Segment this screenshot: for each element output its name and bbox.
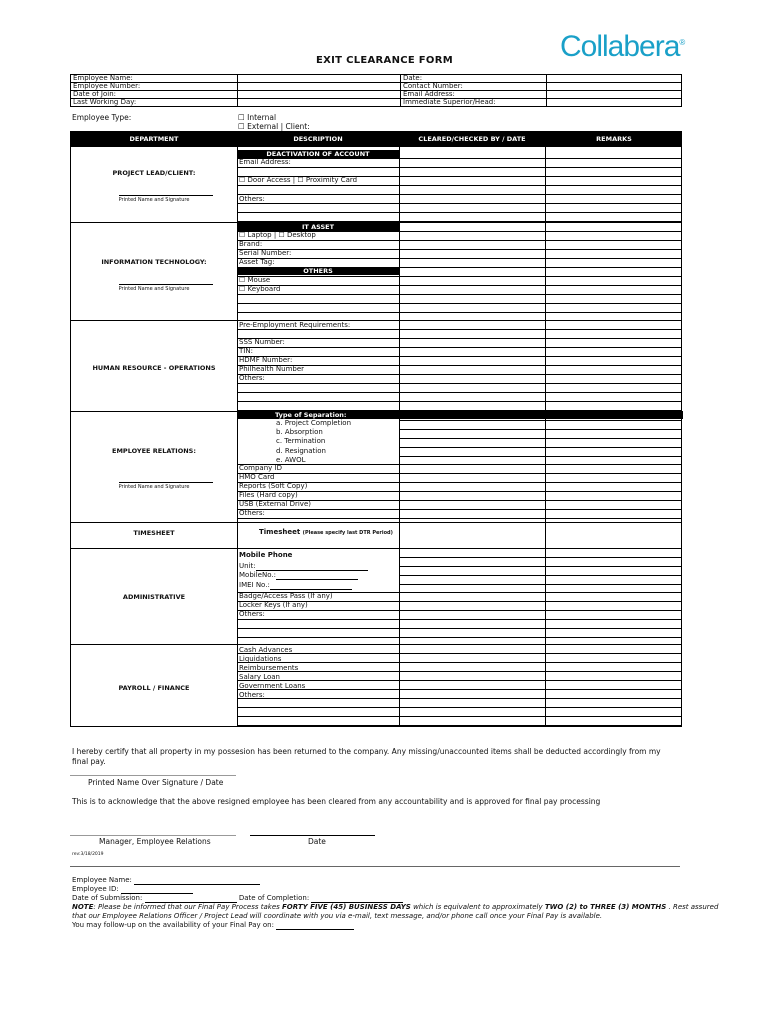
header-cleared: CLEARED/CHECKED BY / DATE [418,135,526,143]
desc-mobileno: MobileNo.: [239,571,358,580]
header-description: DESCRIPTION [293,135,343,143]
row-line [237,167,681,168]
table-header [71,132,681,147]
separation-bar: Type of Separation: [237,411,683,419]
desc-hmo: HMO Card [239,473,275,481]
desc-reimbursements: Reimbursements [239,664,299,672]
section-divider [71,644,681,645]
desc-usb: USB (External Drive) [239,500,311,508]
row-line [237,662,681,663]
row-line [237,203,681,204]
info-label: Employee Name: [71,75,238,83]
row-line [399,575,681,576]
row-line [237,249,681,250]
row-line [237,509,681,510]
row-line [237,698,681,699]
info-label: Last Working Day: [71,99,238,107]
desc-company-id: Company ID [239,464,282,472]
footer-divider [70,866,680,867]
info-label: Date of Join: [71,91,238,99]
info-value[interactable] [238,83,401,91]
info-value[interactable] [238,91,401,99]
others-bar: OTHERS [237,267,399,275]
checkbox-icon[interactable]: ☐ [239,176,246,184]
dept-administrative: ADMINISTRATIVE [122,593,186,601]
dept-it: INFORMATION TECHNOLOGY: [101,258,207,266]
checkbox-icon[interactable]: ☐ [238,113,245,122]
row-line [237,221,681,222]
row-line [237,610,681,611]
employee-info-table [70,74,682,107]
desc-asset-tag: Asset Tag: [239,258,275,266]
header-department: DEPARTMENT [129,135,179,143]
ack-text: This is to acknowledge that the above resigned employee has been cleared from any accountability and is approved for final pay processing [72,797,601,806]
followup-field[interactable] [276,929,354,930]
revision-label: rev:3/18/2019 [72,852,104,857]
signature-label: Printed Name and Signature [118,286,190,292]
info-value[interactable] [547,83,682,91]
row-line [237,725,681,726]
row-line [237,491,681,492]
row-line [237,383,681,384]
footer-section: Employee Name: Employee ID: Date of Submission: Date of Completion: NOTE: Please be informed that our Final Pay Process takes FORTY FIVE (45) BUSINESS DAYS which is equivalent to approximately TWO (2) to THREE (3) MONTHS . Rest assured that our Employee Relations Officer / Project Lead will coordinate with you via e-mail, text message, and/or phone call once your Final Pay is available. You may follow-up on the availability of your Final Pay on: [72,876,719,929]
desc-philhealth: Philhealth Number [239,365,305,373]
employee-type-options: ☐ Internal ☐ External | Client: [238,113,310,131]
row-line [237,240,681,241]
row-line [237,276,681,277]
form-title: EXIT CLEARANCE FORM [316,55,453,66]
desc-locker: Locker Keys (If any) [239,601,308,609]
clearance-table [70,131,682,727]
desc-door: ☐ Door Access | ☐ Proximity Card [239,176,358,184]
desc-cash-advances: Cash Advances [239,646,293,654]
dept-project-lead: PROJECT LEAD/CLIENT: [112,169,196,177]
desc-imei: IMEI No.: [239,581,352,590]
checkbox-icon[interactable]: ☐ [239,276,246,284]
signature-line[interactable] [119,195,213,196]
row-line [237,356,681,357]
header-remarks: REMARKS [596,135,632,143]
desc-pre-employment: Pre-Employment Requirements: [239,321,351,329]
desc-others: Others: [239,610,265,618]
info-label: Employee Number: [71,83,238,91]
row-line [237,347,681,348]
signature-date-label: Printed Name Over Signature / Date [88,778,224,787]
desc-mouse: ☐ Mouse [239,276,271,284]
row-line [237,473,681,474]
desc-email: Email Address: [239,158,291,166]
info-value[interactable] [238,99,401,107]
row-line [237,158,681,159]
desc-tin: TIN: [239,347,253,355]
dept-employee-relations: EMPLOYEE RELATIONS: [112,447,196,455]
section-divider [71,522,681,523]
row-line [237,338,681,339]
desc-files: Files (Hard copy) [239,491,298,499]
desc-reports: Reports (Soft Copy) [239,482,308,490]
info-label: Email Address: [401,91,547,99]
mobileno-field[interactable] [276,579,358,580]
row-line [237,716,681,717]
row-line [237,258,681,259]
row-line [237,619,681,620]
row-line [237,653,681,654]
manager-signature-line[interactable] [70,835,236,836]
row-line [399,420,681,421]
desc-hdmf: HDMF Number: [239,356,293,364]
desc-salary-loan: Salary Loan [239,673,280,681]
separation-e: e. AWOL [276,456,306,464]
info-label: Date: [401,75,547,83]
dept-payroll: PAYROLL / FINANCE [118,684,190,692]
desc-government-loans: Government Loans [239,682,306,690]
row-line [399,566,681,567]
row-line [237,285,681,286]
row-line [237,212,681,213]
signature-line[interactable] [119,482,213,483]
section-divider [71,548,681,549]
desc-keyboard: ☐ Keyboard [239,285,281,293]
desc-laptop: ☐ Laptop | ☐ Desktop [239,231,316,239]
row-line [237,671,681,672]
checkbox-icon[interactable]: ☐ [239,231,246,239]
info-label: Immediate Superior/Head: [401,99,547,107]
row-line [237,374,681,375]
row-line [237,303,681,304]
signature-line[interactable] [119,284,213,285]
section-divider [71,320,681,321]
imei-field[interactable] [270,589,352,590]
desc-brand: Brand: [239,240,263,248]
signature-line[interactable] [70,775,236,776]
desc-others: Others: [239,509,265,517]
desc-unit: Unit: [239,562,368,571]
checkbox-icon[interactable]: ☐ [239,285,246,293]
info-value[interactable] [547,75,682,83]
desc-others: Others: [239,374,265,382]
desc-badge: Badge/Access Pass (If any) [239,592,333,600]
row-line [237,392,681,393]
desc-serial: Serial Number: [239,249,292,257]
row-line [237,312,681,313]
row-line [237,707,681,708]
dept-hr: HUMAN RESOURCE - OPERATIONS [92,364,216,372]
row-line [237,518,681,519]
signature-label: Printed Name and Signature [118,197,190,203]
info-value[interactable] [547,91,682,99]
desc-others: Others: [239,691,265,699]
separation-b: b. Absorption [276,428,323,436]
employee-type-label: Employee Type: [72,113,132,122]
separation-a: a. Project Completion [276,419,352,427]
checkbox-icon[interactable]: ☐ [238,122,245,131]
desc-others: Others: [239,195,265,203]
checkbox-icon[interactable]: ☐ [278,231,285,239]
date-line[interactable] [250,835,375,836]
row-line [399,429,681,430]
date-label: Date [308,837,326,846]
signature-label: Printed Name and Signature [118,484,190,490]
desc-liquidations: Liquidations [239,655,282,663]
separation-c: c. Termination [276,437,326,445]
row-line [399,447,681,448]
checkbox-icon[interactable]: ☐ [297,176,304,184]
info-label: Contact Number: [401,83,547,91]
row-line [237,628,681,629]
manager-label: Manager, Employee Relations [99,837,211,846]
it-asset-bar: IT ASSET [237,223,399,231]
certify-text: I hereby certify that all property in my possesion has been returned to the company. Any missing/unaccounted items shall be deducted accordingly from my final pay. [72,747,661,766]
info-value[interactable] [547,99,682,107]
row-line [237,194,681,195]
dept-timesheet: TIMESHEET [133,529,175,537]
row-line [237,680,681,681]
row-line [237,185,681,186]
row-line [237,294,681,295]
desc-sss: SSS Number: [239,338,285,346]
row-line [399,438,681,439]
info-value[interactable] [238,75,401,83]
row-line [399,456,681,457]
separation-d: d. Resignation [276,447,326,455]
collabera-logo: Collabera® [560,30,685,63]
row-line [237,401,681,402]
deactivation-bar: DEACTIVATION OF ACCOUNT [237,150,399,158]
timesheet-label: Timesheet (Please specify last DTR Period) [259,528,393,536]
row-line [399,557,681,558]
row-line [237,637,681,638]
desc-mobile-phone: Mobile Phone [239,551,293,559]
row-line [399,584,681,585]
